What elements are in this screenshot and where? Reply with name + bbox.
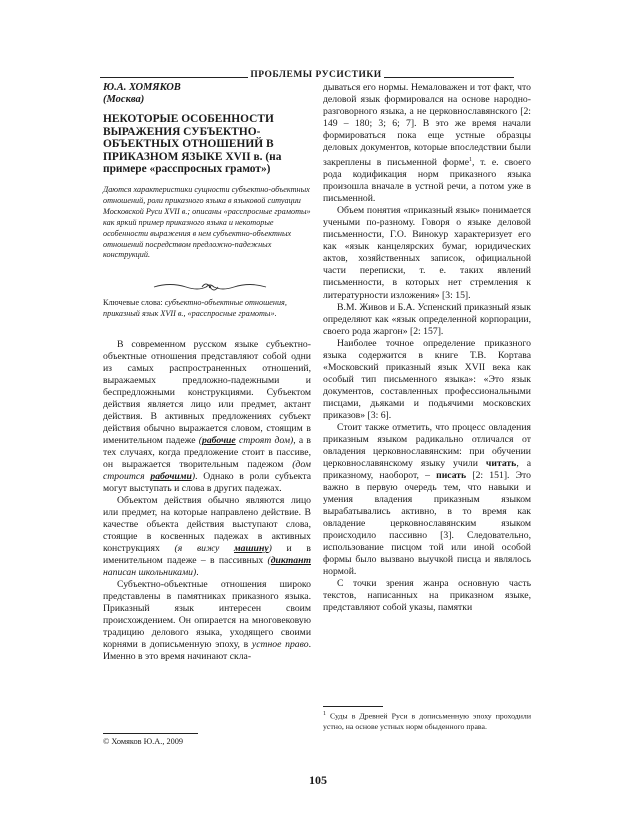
left-column xyxy=(103,339,311,663)
paragraph: Стоит также отметить, что процесс овладения приказным языком радикально отличался от овладения церковнославянским: при обучении церковнославянскому языку учили читать, а приказному, наоборот, – писать [2: 151]. Это важно в первую очередь тем, что навыки и умения владения приказным языком вырабатывались активно, в то время как овладение церковнославянским языком происходило пассивно [3]. Следовательно, использование писцом той или иной особой формы было вызвано выучкой писца и являлось нормой. xyxy=(323,421,531,577)
paragraph: Объектом действия обычно являются лицо или предмет, на которые направлено действие. В качестве объекта действия выступают слова, стоящие в косвенных падежах в активных конструкциях (я вижу машину) и в именительном падеже – в пассивных (диктант написан школьниками). xyxy=(103,495,311,579)
author-name: Ю.А. ХОМЯКОВ xyxy=(103,82,181,93)
header-rule-left xyxy=(100,77,248,78)
right-column xyxy=(323,82,531,614)
paragraph: Наиболее точное определение приказного языка содержится в книге Т.В. Кортава «Московский приказный язык XVII века как особый тип письменного языка»: «Это язык документов, составленных профессиональными писцами, дьяками и подьячими московских приказов» [3: 6]. xyxy=(323,337,531,421)
footnote: $^1$ Суды в Древней Руси в дописьменную эпоху проходили устно, на основе устных норм обыденного права. xyxy=(323,711,531,731)
footnote-rule xyxy=(323,706,383,707)
keywords-label: Ключевые слова: xyxy=(103,298,163,307)
paragraph: В современном русском языке субъектно-объектные отношения представляют собой одни из самых распространенных отношений, выражаемых предложно-падежными и беспредложными конструкциями. Субъектом действия является лицо или предмет, актант действия. В активных предложениях субъект действия обычно выражается словом, стоящим в именительном падеже (рабочие строят дом), а в тех случаях, когда предложение стоит в пассиве, он выражается творительным падежом (дом строится рабочими). Однако в роли субъекта могут выступать и слова в других падежах. xyxy=(103,339,312,495)
author-city: (Москва) xyxy=(103,94,145,105)
paragraph: С точки зрения жанра основную часть текстов, написанных на приказном языке, представляют собой указы, памятки xyxy=(323,577,531,613)
article-title: НЕКОТОРЫЕ ОСОБЕННОСТИ ВЫРАЖЕНИЯ СУБЪЕКТНО-ОБЪЕКТНЫХ ОТНОШЕНИЙ В ПРИКАЗНОМ ЯЗЫКЕ XVII в. (на примере «расспросных грамот») xyxy=(103,113,282,176)
ornament-divider-icon xyxy=(150,281,270,293)
paragraph: Объем понятия «приказный язык» понимается учеными по-разному. Говоря о языке деловой письменности, Г.О. Винокур характеризует его как «язык канцелярских бумаг, юридических актов, хозяйственных записок, официальной части переписки, т. е. таких явлений письменности, в которых нет стремления к литературности изложения» [3: 15]. xyxy=(323,205,531,301)
copyright: © Хомяков Ю.А., 2009 xyxy=(103,737,184,746)
page-number: 105 xyxy=(309,773,327,787)
article-head xyxy=(103,82,313,261)
keywords xyxy=(103,298,313,319)
keywords-text: субъектно-объектные отношения, приказный язык XVII в., «расспросные грамоты». xyxy=(103,298,287,318)
paragraph: Субъектно-объектные отношения широко представлены в памятниках приказного языка. Приказный язык интересен своим происхождением. Он опирается на многовековую традицию делового языка, уходящего своими корнями в дописьменную эпоху, в устное право. Именно в это время начинают скла- xyxy=(103,579,311,663)
running-header: ПРОБЛЕМЫ РУСИСТИКИ xyxy=(250,70,382,80)
header-rule-right xyxy=(384,77,514,78)
paragraph: дываться его нормы. Немаловажен и тот факт, что деловой язык формировался на основе народно-разговорного языка, а не церковнославянского [2: 149 – 180; 3; 6; 7]. В это же время начали формироваться пока еще устные образцы деловых документов, которые впоследствии были закреплены в письменной форме$^1$, т. е. своего рода кодификация норм приказного языка произошла вначале в устной речи, а потом уже в письменной. xyxy=(323,82,531,205)
copyright-rule xyxy=(103,733,198,734)
paragraph: В.М. Живов и Б.А. Успенский приказный язык определяют как «язык определенной корпорации, своего рода жаргон» [2: 157]. xyxy=(323,301,531,337)
abstract: Даются характеристики сущности субъектно-объектных отношений, роли приказного языка в языковой ситуации Московской Руси XVII в.; описаны «расспросные грамоты» как яркий пример приказного языка и некоторые особенности выражения в нем субъектно-объектных отношений посредством предложно-падежных конструкций. xyxy=(103,184,311,260)
